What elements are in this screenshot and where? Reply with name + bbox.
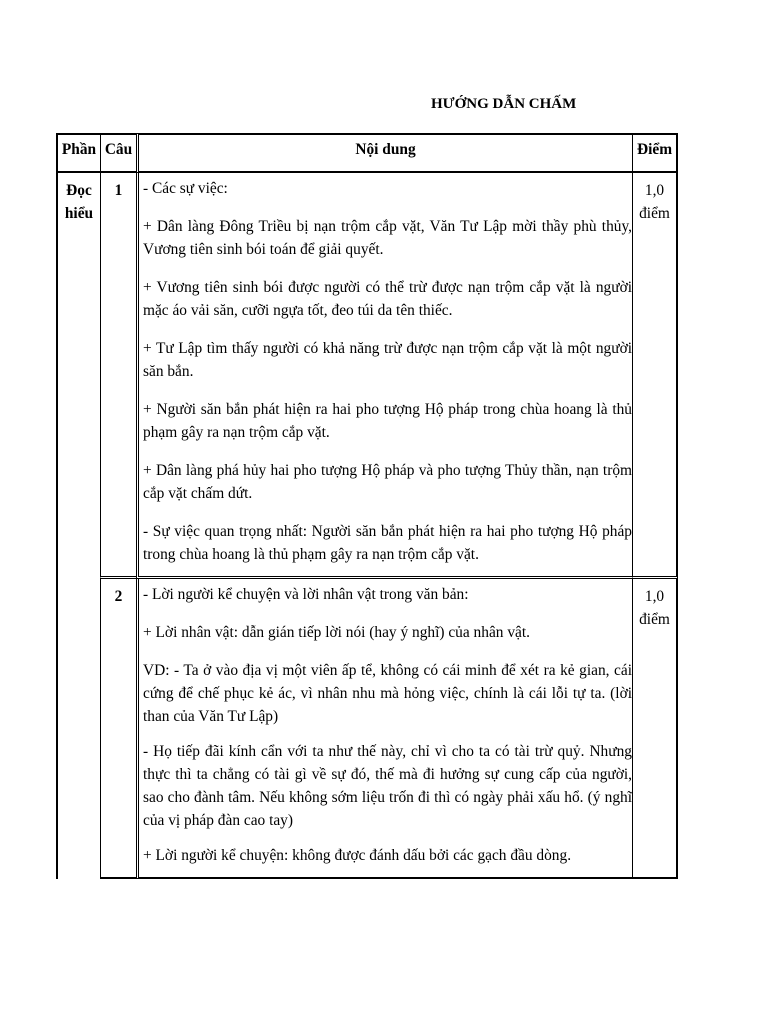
- score-value: 1,0: [644, 588, 665, 605]
- content-paragraph: + Vương tiên sinh bói được người có thể trừ được nạn trộm cắp vặt là người mặc áo vải săn, cưỡi ngựa tốt, đeo túi da tên thiếc.: [143, 279, 632, 319]
- content-paragraph: + Dân làng Đông Triều bị nạn trộm cắp vặt, Văn Tư Lập mời thầy phù thủy, Vương tiên sinh bói toán để giải quyết.: [143, 218, 632, 258]
- table-header-row: [56, 133, 678, 173]
- score-cell: [632, 173, 678, 579]
- table-row: [56, 173, 678, 579]
- section-label-line1: Đọc: [66, 182, 92, 199]
- content-cell: [136, 173, 632, 579]
- content-paragraph: - Lời người kể chuyện và lời nhân vật trong văn bản:: [143, 586, 469, 603]
- content-cell: [136, 579, 632, 879]
- score-unit: điểm: [639, 611, 670, 628]
- content-paragraph: + Tư Lập tìm thấy người có khả năng trừ được nạn trộm cắp vặt là một người săn bắn.: [143, 340, 632, 380]
- header-cau: Câu: [100, 133, 136, 173]
- question-number: 1: [100, 173, 136, 579]
- content-paragraph: + Lời người kể chuyện: không được đánh dấu bởi các gạch đầu dòng.: [143, 847, 572, 864]
- content-paragraph: - Các sự việc:: [143, 180, 228, 197]
- content-paragraph: + Dân làng phá hủy hai pho tượng Hộ pháp và pho tượng Thủy thần, nạn trộm cắp vặt chấm dứt.: [143, 462, 632, 502]
- header-diem: Điểm: [632, 133, 678, 173]
- header-noi-dung: Nội dung: [136, 133, 632, 173]
- content-paragraph: - Sự việc quan trọng nhất: Người săn bắn phát hiện ra hai pho tượng Hộ pháp trong chùa hoang là thủ phạm gây ra nạn trộm cắp vặt.: [143, 523, 632, 563]
- content-paragraph: - Họ tiếp đãi kính cẩn với ta như thế này, chỉ vì cho ta có tài trừ quỷ. Nhưng thực thì ta chẳng có tài gì về sự đó, thế mà đi hưởng sự cung cấp của người, sao cho đành tâm. Nếu không sớm liệu trốn đi thì có ngày phải xấu hổ. (ý nghĩ của vị pháp đàn cao tay): [143, 743, 632, 829]
- section-cell: [56, 173, 100, 879]
- content-paragraph: + Người săn bắn phát hiện ra hai pho tượng Hộ pháp trong chùa hoang là thủ phạm gây ra nạn trộm cắp vặt.: [143, 401, 632, 441]
- score-cell: [632, 579, 678, 879]
- content-paragraph: + Lời nhân vật: dẫn gián tiếp lời nói (hay ý nghĩ) của nhân vật.: [143, 624, 530, 641]
- document-title: HƯỚNG DẪN CHẤM: [431, 96, 577, 112]
- score-value: 1,0: [644, 182, 665, 199]
- section-label-line2: hiểu: [64, 205, 94, 222]
- header-phan: Phần: [56, 133, 100, 173]
- table-row: [56, 579, 678, 879]
- content-paragraph: VD: - Ta ở vào địa vị một viên ấp tể, không có cái minh để xét ra kẻ gian, cái cứng để chế phục kẻ ác, vì nhân nhu mà hỏng việc, chính là cái lỗi tự ta. (lời than của Văn Tư Lập): [143, 662, 632, 725]
- score-unit: điểm: [639, 205, 670, 222]
- question-number: 2: [100, 579, 136, 879]
- grading-table: [56, 133, 678, 879]
